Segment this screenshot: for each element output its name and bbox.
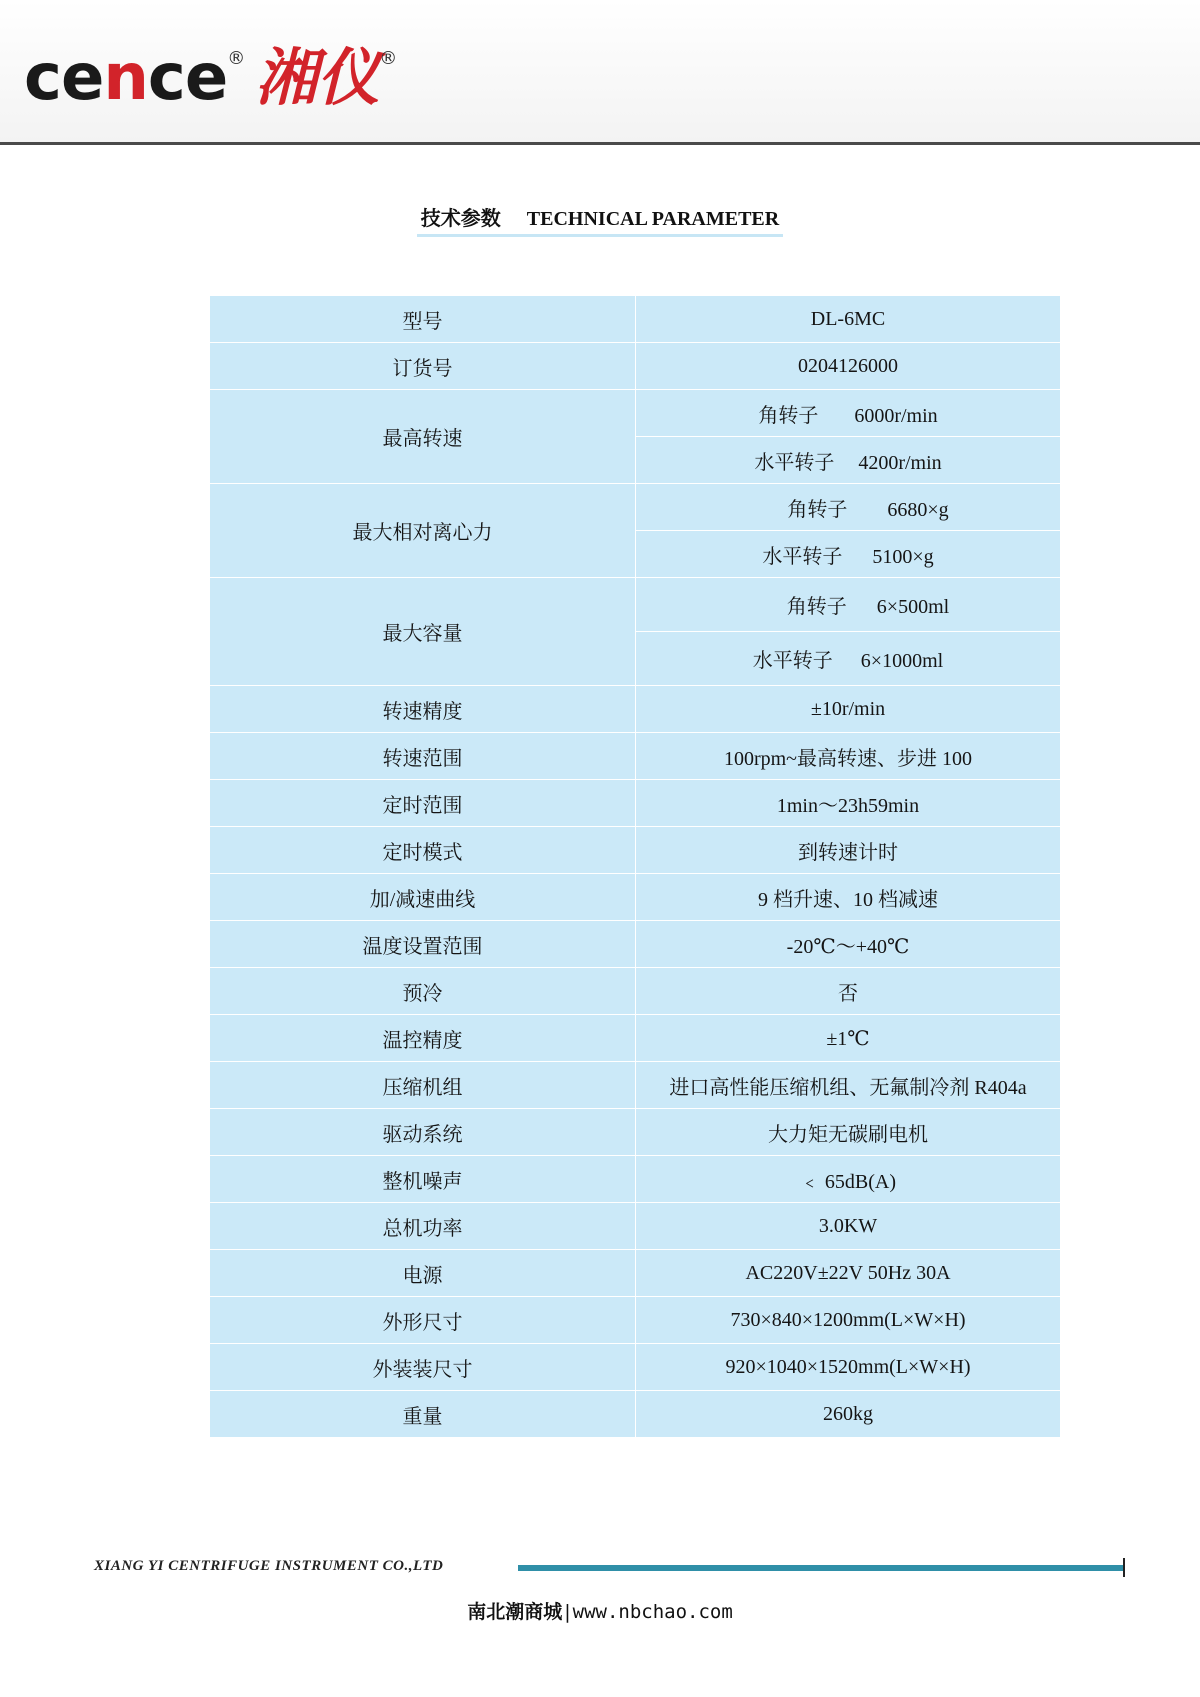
- spec-label: 预冷: [210, 968, 636, 1015]
- spec-value: 大力矩无碳刷电机: [636, 1109, 1061, 1156]
- table-row: [210, 686, 1061, 733]
- max-speed-swing: [636, 437, 1061, 484]
- spec-label: 电源: [210, 1250, 636, 1297]
- table-row: [210, 484, 1061, 531]
- spec-value: ±10r/min: [636, 686, 1061, 733]
- registered-mark-cn: ®: [379, 48, 398, 69]
- rotor-name: 角转子: [786, 596, 847, 618]
- spec-value: 9 档升速、10 档减速: [636, 874, 1061, 921]
- table-row: [210, 874, 1061, 921]
- company-name: XIANG YI CENTRIFUGE INSTRUMENT CO.,LTD: [94, 1558, 444, 1574]
- cence-logo: [24, 38, 397, 118]
- max-rcf-swing: [636, 531, 1061, 578]
- spec-value: -20℃～+40℃: [636, 921, 1061, 968]
- table-row: [210, 1109, 1061, 1156]
- table-row: [210, 921, 1061, 968]
- spec-label: 定时范围: [210, 780, 636, 827]
- spec-label: 驱动系统: [210, 1109, 636, 1156]
- table-row: [210, 1062, 1061, 1109]
- spec-value: 1min～23h59min: [636, 780, 1061, 827]
- spec-value: 到转速计时: [636, 827, 1061, 874]
- table-row: [210, 968, 1061, 1015]
- rotor-name: 水平转子: [754, 451, 835, 474]
- site-footer: [0, 1597, 1200, 1624]
- table-row: [210, 1344, 1061, 1391]
- table-row: [210, 578, 1061, 632]
- footer-divider-end: [1123, 1558, 1125, 1577]
- spec-label: 重量: [210, 1391, 636, 1438]
- spec-value: ﹤ 65dB(A): [636, 1156, 1061, 1203]
- table-row: [210, 827, 1061, 874]
- rotor-value: 6×500ml: [876, 596, 950, 618]
- order-value: 0204126000: [636, 343, 1061, 390]
- max-capacity-angle: [636, 578, 1061, 632]
- table-row: [210, 1015, 1061, 1062]
- spec-label: 总机功率: [210, 1203, 636, 1250]
- max-rcf-label: 最大相对离心力: [210, 484, 636, 578]
- logo-wordmark: cence: [24, 41, 228, 115]
- spec-label: 外形尺寸: [210, 1297, 636, 1344]
- spec-value: AC220V±22V 50Hz 30A: [636, 1250, 1061, 1297]
- spec-label: 转速范围: [210, 733, 636, 780]
- max-speed-angle: [636, 390, 1061, 437]
- spec-label: 温度设置范围: [210, 921, 636, 968]
- site-separator: |: [564, 1601, 571, 1623]
- model-value: DL-6MC: [636, 296, 1061, 343]
- rotor-value: 6000r/min: [854, 404, 938, 427]
- spec-value: ±1℃: [636, 1015, 1061, 1062]
- spec-value: 920×1040×1520mm(L×W×H): [636, 1344, 1061, 1391]
- spec-label: 整机噪声: [210, 1156, 636, 1203]
- title-text: [417, 206, 783, 237]
- max-capacity-swing: [636, 632, 1061, 686]
- table-row: [210, 1156, 1061, 1203]
- title-cn: 技术参数: [419, 206, 503, 237]
- table-row: [210, 296, 1061, 343]
- table-row: [210, 780, 1061, 827]
- spec-label: 转速精度: [210, 686, 636, 733]
- rotor-name: 角转子: [758, 404, 819, 427]
- table-row: [210, 1203, 1061, 1250]
- spec-label: 加/减速曲线: [210, 874, 636, 921]
- rotor-value: 4200r/min: [858, 451, 942, 474]
- spec-table: [209, 295, 1061, 1438]
- spec-value: 3.0KW: [636, 1203, 1061, 1250]
- logo-chinese-name: 湘仪: [255, 41, 380, 114]
- site-url-link[interactable]: www.nbchao.com: [572, 1601, 733, 1623]
- table-row: [210, 343, 1061, 390]
- spec-label: 压缩机组: [210, 1062, 636, 1109]
- title-en: TECHNICAL PARAMETER: [525, 208, 781, 237]
- footer-divider-bar: [518, 1565, 1123, 1571]
- table-row: [210, 1297, 1061, 1344]
- rotor-value: 6680×g: [887, 498, 949, 521]
- page-header: [0, 0, 1200, 145]
- spec-value: 260kg: [636, 1391, 1061, 1438]
- table-row: [210, 390, 1061, 437]
- table-row: [210, 733, 1061, 780]
- rotor-value: 6×1000ml: [860, 650, 944, 672]
- rotor-name: 水平转子: [762, 545, 843, 568]
- spec-value: 进口高性能压缩机组、无氟制冷剂 R404a: [636, 1062, 1061, 1109]
- rotor-value: 5100×g: [872, 545, 934, 568]
- rotor-name: 角转子: [787, 498, 848, 521]
- model-label: 型号: [210, 296, 636, 343]
- table-row: [210, 1250, 1061, 1297]
- order-label: 订货号: [210, 343, 636, 390]
- spec-value: 否: [636, 968, 1061, 1015]
- registered-mark: ®: [227, 48, 246, 69]
- spec-value: 730×840×1200mm(L×W×H): [636, 1297, 1061, 1344]
- section-title: [0, 202, 1200, 231]
- table-row: [210, 1391, 1061, 1438]
- max-capacity-label: 最大容量: [210, 578, 636, 686]
- spec-label: 温控精度: [210, 1015, 636, 1062]
- spec-label: 外装装尺寸: [210, 1344, 636, 1391]
- max-speed-label: 最高转速: [210, 390, 636, 484]
- rotor-name: 水平转子: [752, 650, 833, 672]
- max-rcf-angle: [636, 484, 1061, 531]
- spec-label: 定时模式: [210, 827, 636, 874]
- site-name: 南北潮商城: [467, 1601, 563, 1623]
- spec-value: 100rpm~最高转速、步进 100: [636, 733, 1061, 780]
